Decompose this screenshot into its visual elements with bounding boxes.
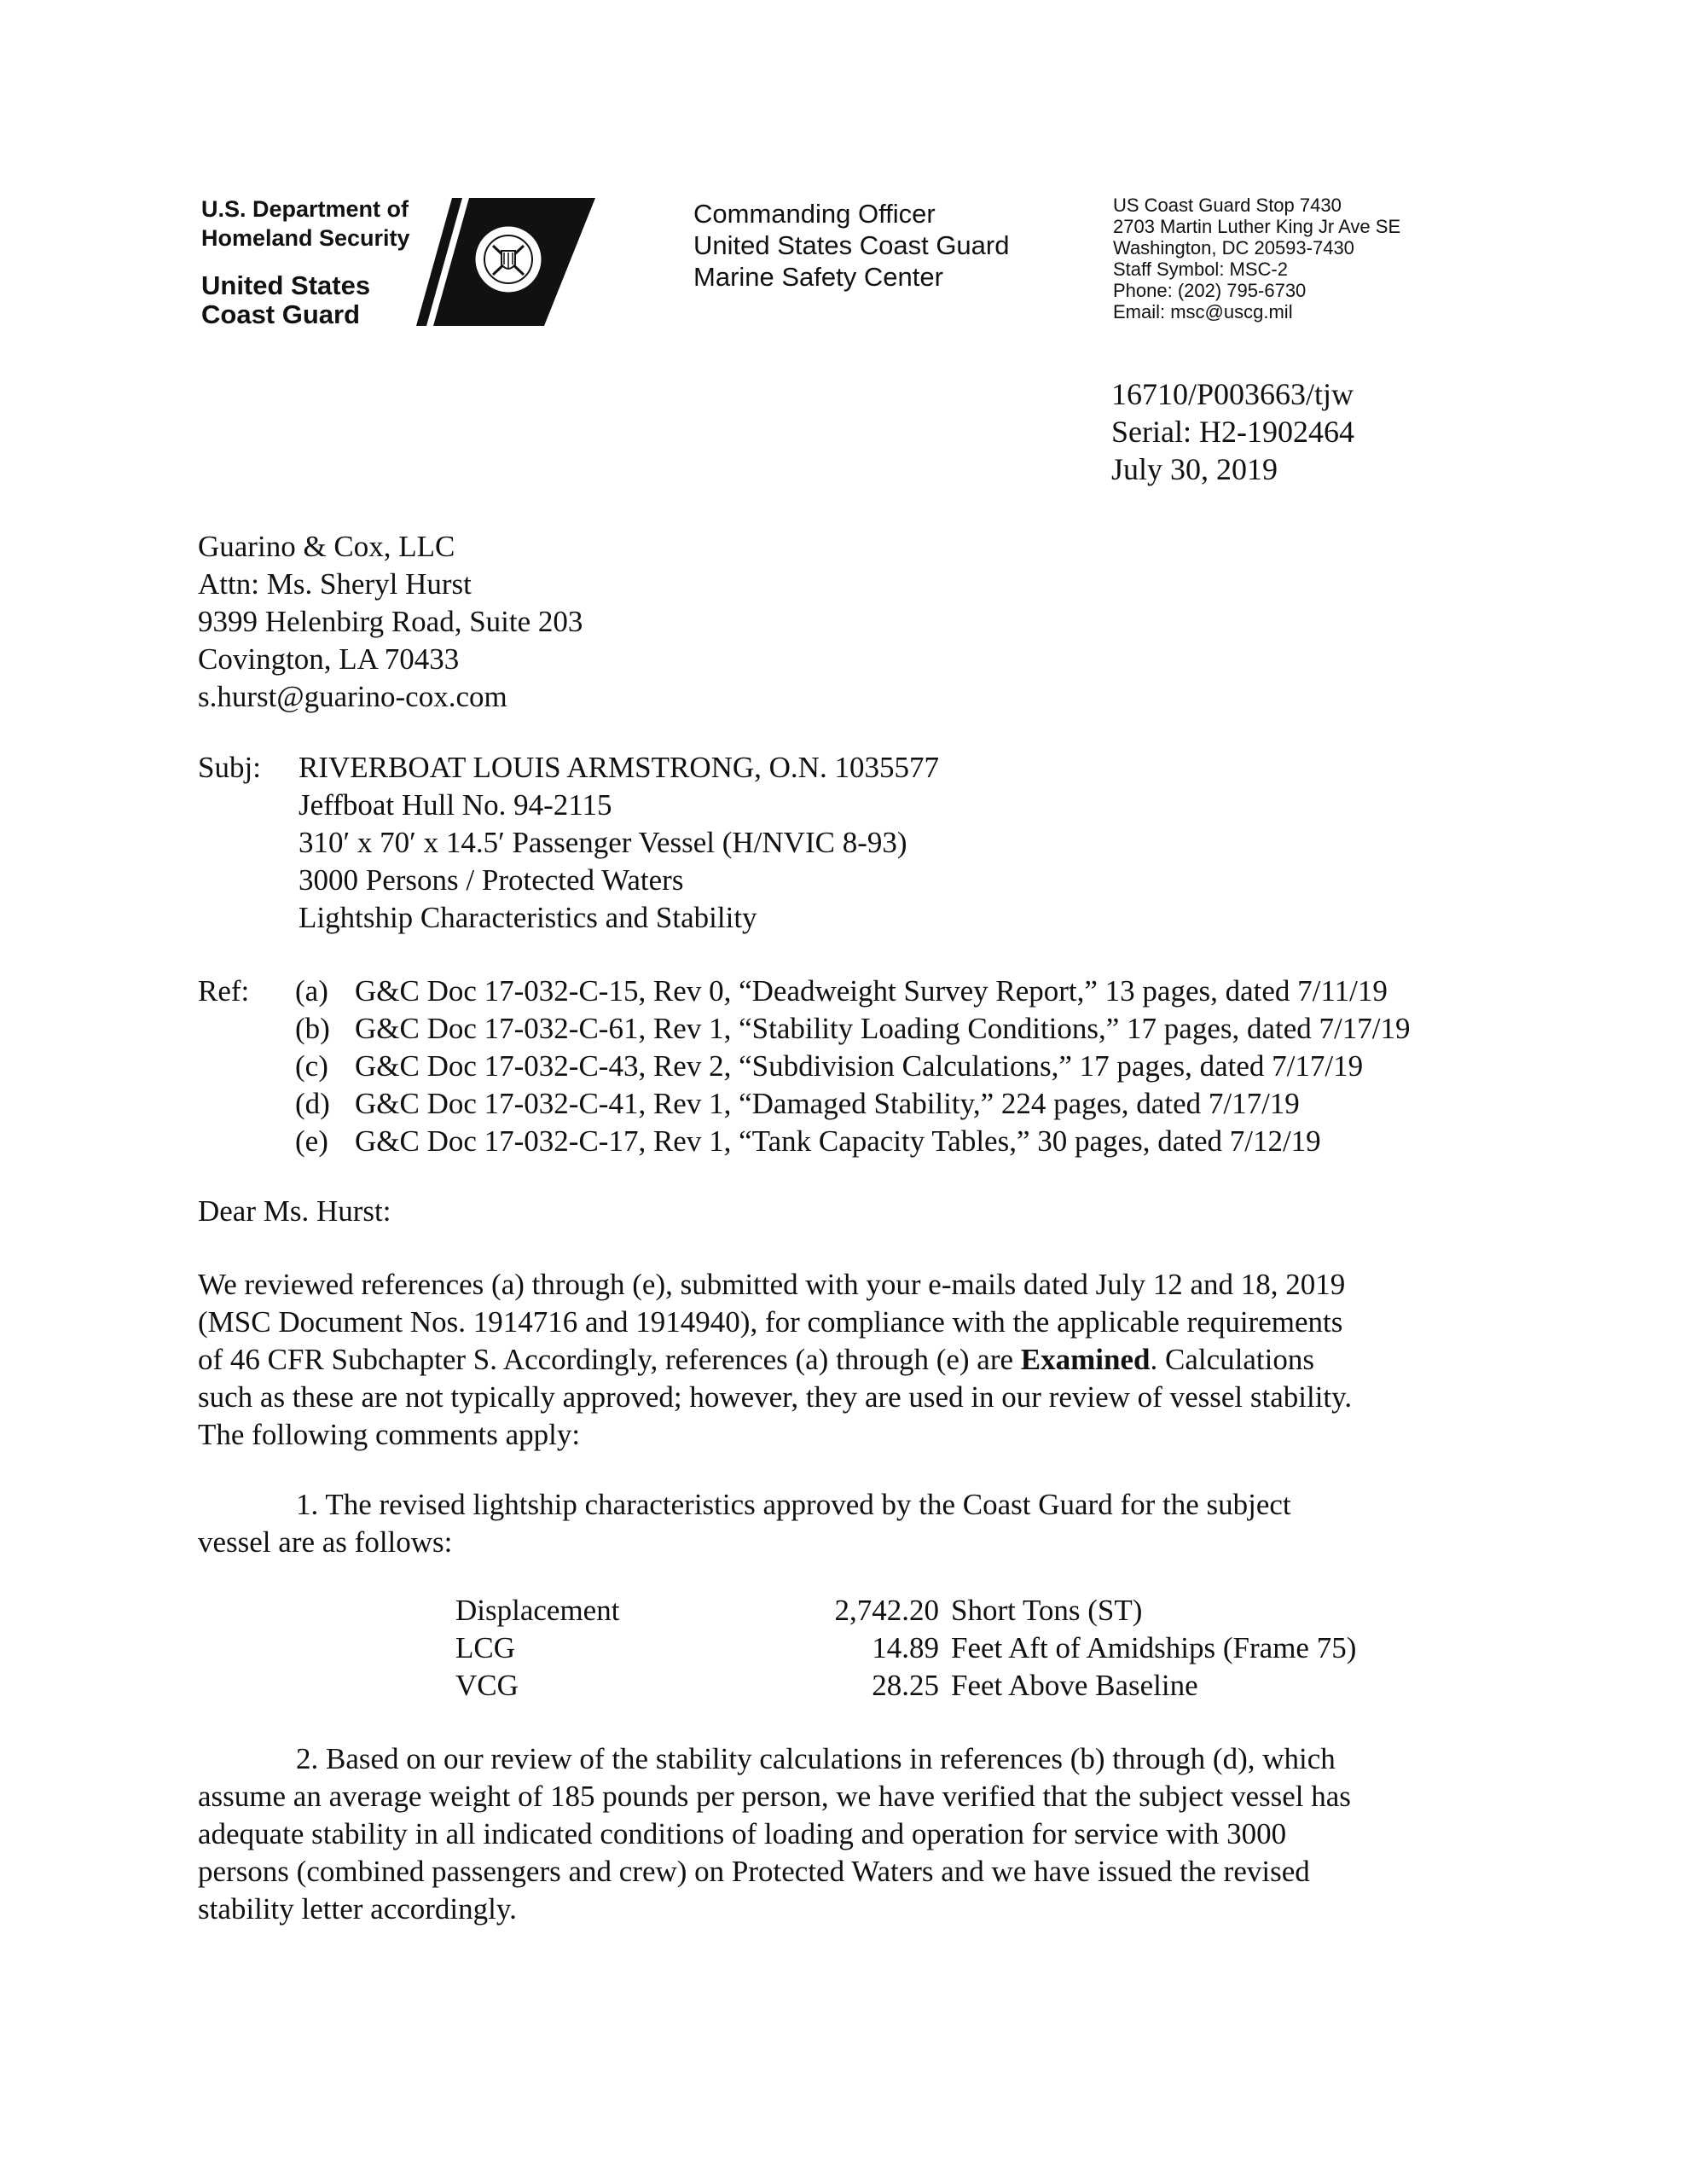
reference-text: G&C Doc 17-032-C-41, Rev 1, “Damaged Stability,” 224 pages, dated 7/17/19 bbox=[355, 1087, 1300, 1120]
agency-name bbox=[201, 271, 370, 329]
address-line: Phone: (202) 795-6730 bbox=[1113, 280, 1307, 301]
uscg-line-1: United States bbox=[201, 270, 371, 300]
subject-line: 310′ x 70′ x 14.5′ Passenger Vessel (H/NVIC 8-93) bbox=[299, 826, 907, 859]
paragraph-line: adequate stability in all indicated conditions of loading and operation for service with 3000 bbox=[198, 1817, 1287, 1850]
subject-line: Jeffboat Hull No. 94-2115 bbox=[299, 788, 612, 822]
reference-item bbox=[295, 973, 1388, 1010]
address-line: Washington, DC 20593-7430 bbox=[1113, 237, 1354, 258]
reference-item bbox=[295, 1048, 1363, 1085]
paragraph-line: vessel are as follows: bbox=[198, 1525, 453, 1559]
lightship-parameter: Displacement bbox=[455, 1594, 620, 1627]
subject-line: Lightship Characteristics and Stability bbox=[299, 901, 757, 934]
lightship-value: 14.89 bbox=[872, 1631, 939, 1664]
uscg-line-2: Coast Guard bbox=[201, 299, 361, 329]
lightship-unit: Feet Aft of Amidships (Frame 75) bbox=[951, 1631, 1357, 1664]
lightship-value: 2,742.20 bbox=[834, 1594, 939, 1627]
dept-line-2: Homeland Security bbox=[201, 225, 410, 251]
reference-letter: (d) bbox=[295, 1087, 330, 1120]
office-line-3: Marine Safety Center bbox=[693, 262, 943, 292]
recipient-line: Covington, LA 70433 bbox=[198, 642, 460, 676]
serial-number: Serial: H2-1902464 bbox=[1111, 415, 1354, 449]
paragraph-line: We reviewed references (a) through (e), submitted with your e-mails dated July 12 and 18, 2019 bbox=[198, 1268, 1346, 1301]
recipient-email: s.hurst@guarino-cox.com bbox=[198, 680, 507, 713]
subject-line: RIVERBOAT LOUIS ARMSTRONG, O.N. 1035577 bbox=[299, 751, 939, 784]
intro-paragraph bbox=[198, 1266, 1503, 1454]
subject-label: Subj: bbox=[198, 751, 261, 784]
reference-item bbox=[295, 1123, 1321, 1160]
lightship-parameter: VCG bbox=[455, 1669, 519, 1702]
paragraph-line bbox=[198, 1341, 1503, 1379]
lightship-unit: Feet Above Baseline bbox=[951, 1669, 1198, 1702]
reference-letter: (c) bbox=[295, 1049, 328, 1083]
address-line: Staff Symbol: MSC-2 bbox=[1113, 258, 1288, 280]
letter-date: July 30, 2019 bbox=[1111, 452, 1278, 486]
comment-2-paragraph bbox=[198, 1740, 1351, 1928]
recipient-address bbox=[198, 528, 583, 716]
recipient-line: 9399 Helenbirg Road, Suite 203 bbox=[198, 605, 583, 638]
paragraph-line: assume an average weight of 185 pounds per person, we have verified that the subject vessel has bbox=[198, 1780, 1351, 1813]
file-number: 16710/P003663/tjw bbox=[1111, 377, 1354, 411]
line-text: of 46 CFR Subchapter S. Accordingly, references (a) through (e) are bbox=[198, 1343, 1021, 1376]
line-text: . Calculations bbox=[1150, 1343, 1314, 1376]
paragraph-line: persons (combined passengers and crew) on Protected Waters and we have issued the revised bbox=[198, 1855, 1310, 1888]
file-reference-block bbox=[1111, 375, 1354, 488]
reference-item bbox=[295, 1085, 1300, 1123]
lightship-value: 28.25 bbox=[872, 1669, 939, 1702]
office-block bbox=[693, 198, 1009, 293]
paragraph-line: The following comments apply: bbox=[198, 1418, 581, 1451]
paragraph-line: (MSC Document Nos. 1914716 and 1914940), for compliance with the applicable requirements bbox=[198, 1305, 1343, 1339]
subject-line: 3000 Persons / Protected Waters bbox=[299, 863, 684, 897]
dept-line-1: U.S. Department of bbox=[201, 196, 409, 222]
department-name bbox=[201, 195, 410, 253]
office-line-2: United States Coast Guard bbox=[693, 230, 1010, 260]
reference-text: G&C Doc 17-032-C-43, Rev 2, “Subdivision Calculations,” 17 pages, dated 7/17/19 bbox=[355, 1049, 1364, 1083]
coast-guard-logo bbox=[416, 198, 595, 326]
references-label: Ref: bbox=[198, 974, 250, 1008]
paragraph-line: 1. The revised lightship characteristics approved by the Coast Guard for the subject bbox=[296, 1488, 1291, 1521]
lightship-unit: Short Tons (ST) bbox=[951, 1594, 1143, 1627]
paragraph-line: 2. Based on our review of the stability calculations in references (b) through (d), which bbox=[296, 1742, 1336, 1775]
salutation: Dear Ms. Hurst: bbox=[198, 1194, 391, 1228]
comment-1-paragraph bbox=[198, 1486, 1291, 1561]
reference-item bbox=[295, 1010, 1411, 1048]
office-line-1: Commanding Officer bbox=[693, 199, 936, 229]
reference-letter: (a) bbox=[295, 974, 328, 1008]
reference-letter: (e) bbox=[295, 1124, 328, 1158]
reference-letter: (b) bbox=[295, 1012, 330, 1045]
lightship-parameter: LCG bbox=[455, 1631, 515, 1664]
address-line: US Coast Guard Stop 7430 bbox=[1113, 195, 1342, 216]
examined-status: Examined bbox=[1020, 1343, 1151, 1376]
paragraph-line: such as these are not typically approved; however, they are used in our review of vessel stability. bbox=[198, 1380, 1353, 1414]
recipient-line: Attn: Ms. Sheryl Hurst bbox=[198, 567, 472, 601]
reference-text: G&C Doc 17-032-C-61, Rev 1, “Stability Loading Conditions,” 17 pages, dated 7/17/19 bbox=[355, 1012, 1411, 1045]
coast-guard-seal-icon bbox=[474, 225, 542, 293]
address-block bbox=[1113, 195, 1400, 322]
reference-text: G&C Doc 17-032-C-15, Rev 0, “Deadweight Survey Report,” 13 pages, dated 7/11/19 bbox=[355, 974, 1388, 1008]
subject-lines bbox=[299, 749, 939, 937]
paragraph-line: stability letter accordingly. bbox=[198, 1892, 517, 1926]
reference-text: G&C Doc 17-032-C-17, Rev 1, “Tank Capacity Tables,” 30 pages, dated 7/12/19 bbox=[355, 1124, 1321, 1158]
recipient-line: Guarino & Cox, LLC bbox=[198, 530, 455, 563]
address-line: Email: msc@uscg.mil bbox=[1113, 301, 1293, 322]
address-line: 2703 Martin Luther King Jr Ave SE bbox=[1113, 216, 1401, 237]
